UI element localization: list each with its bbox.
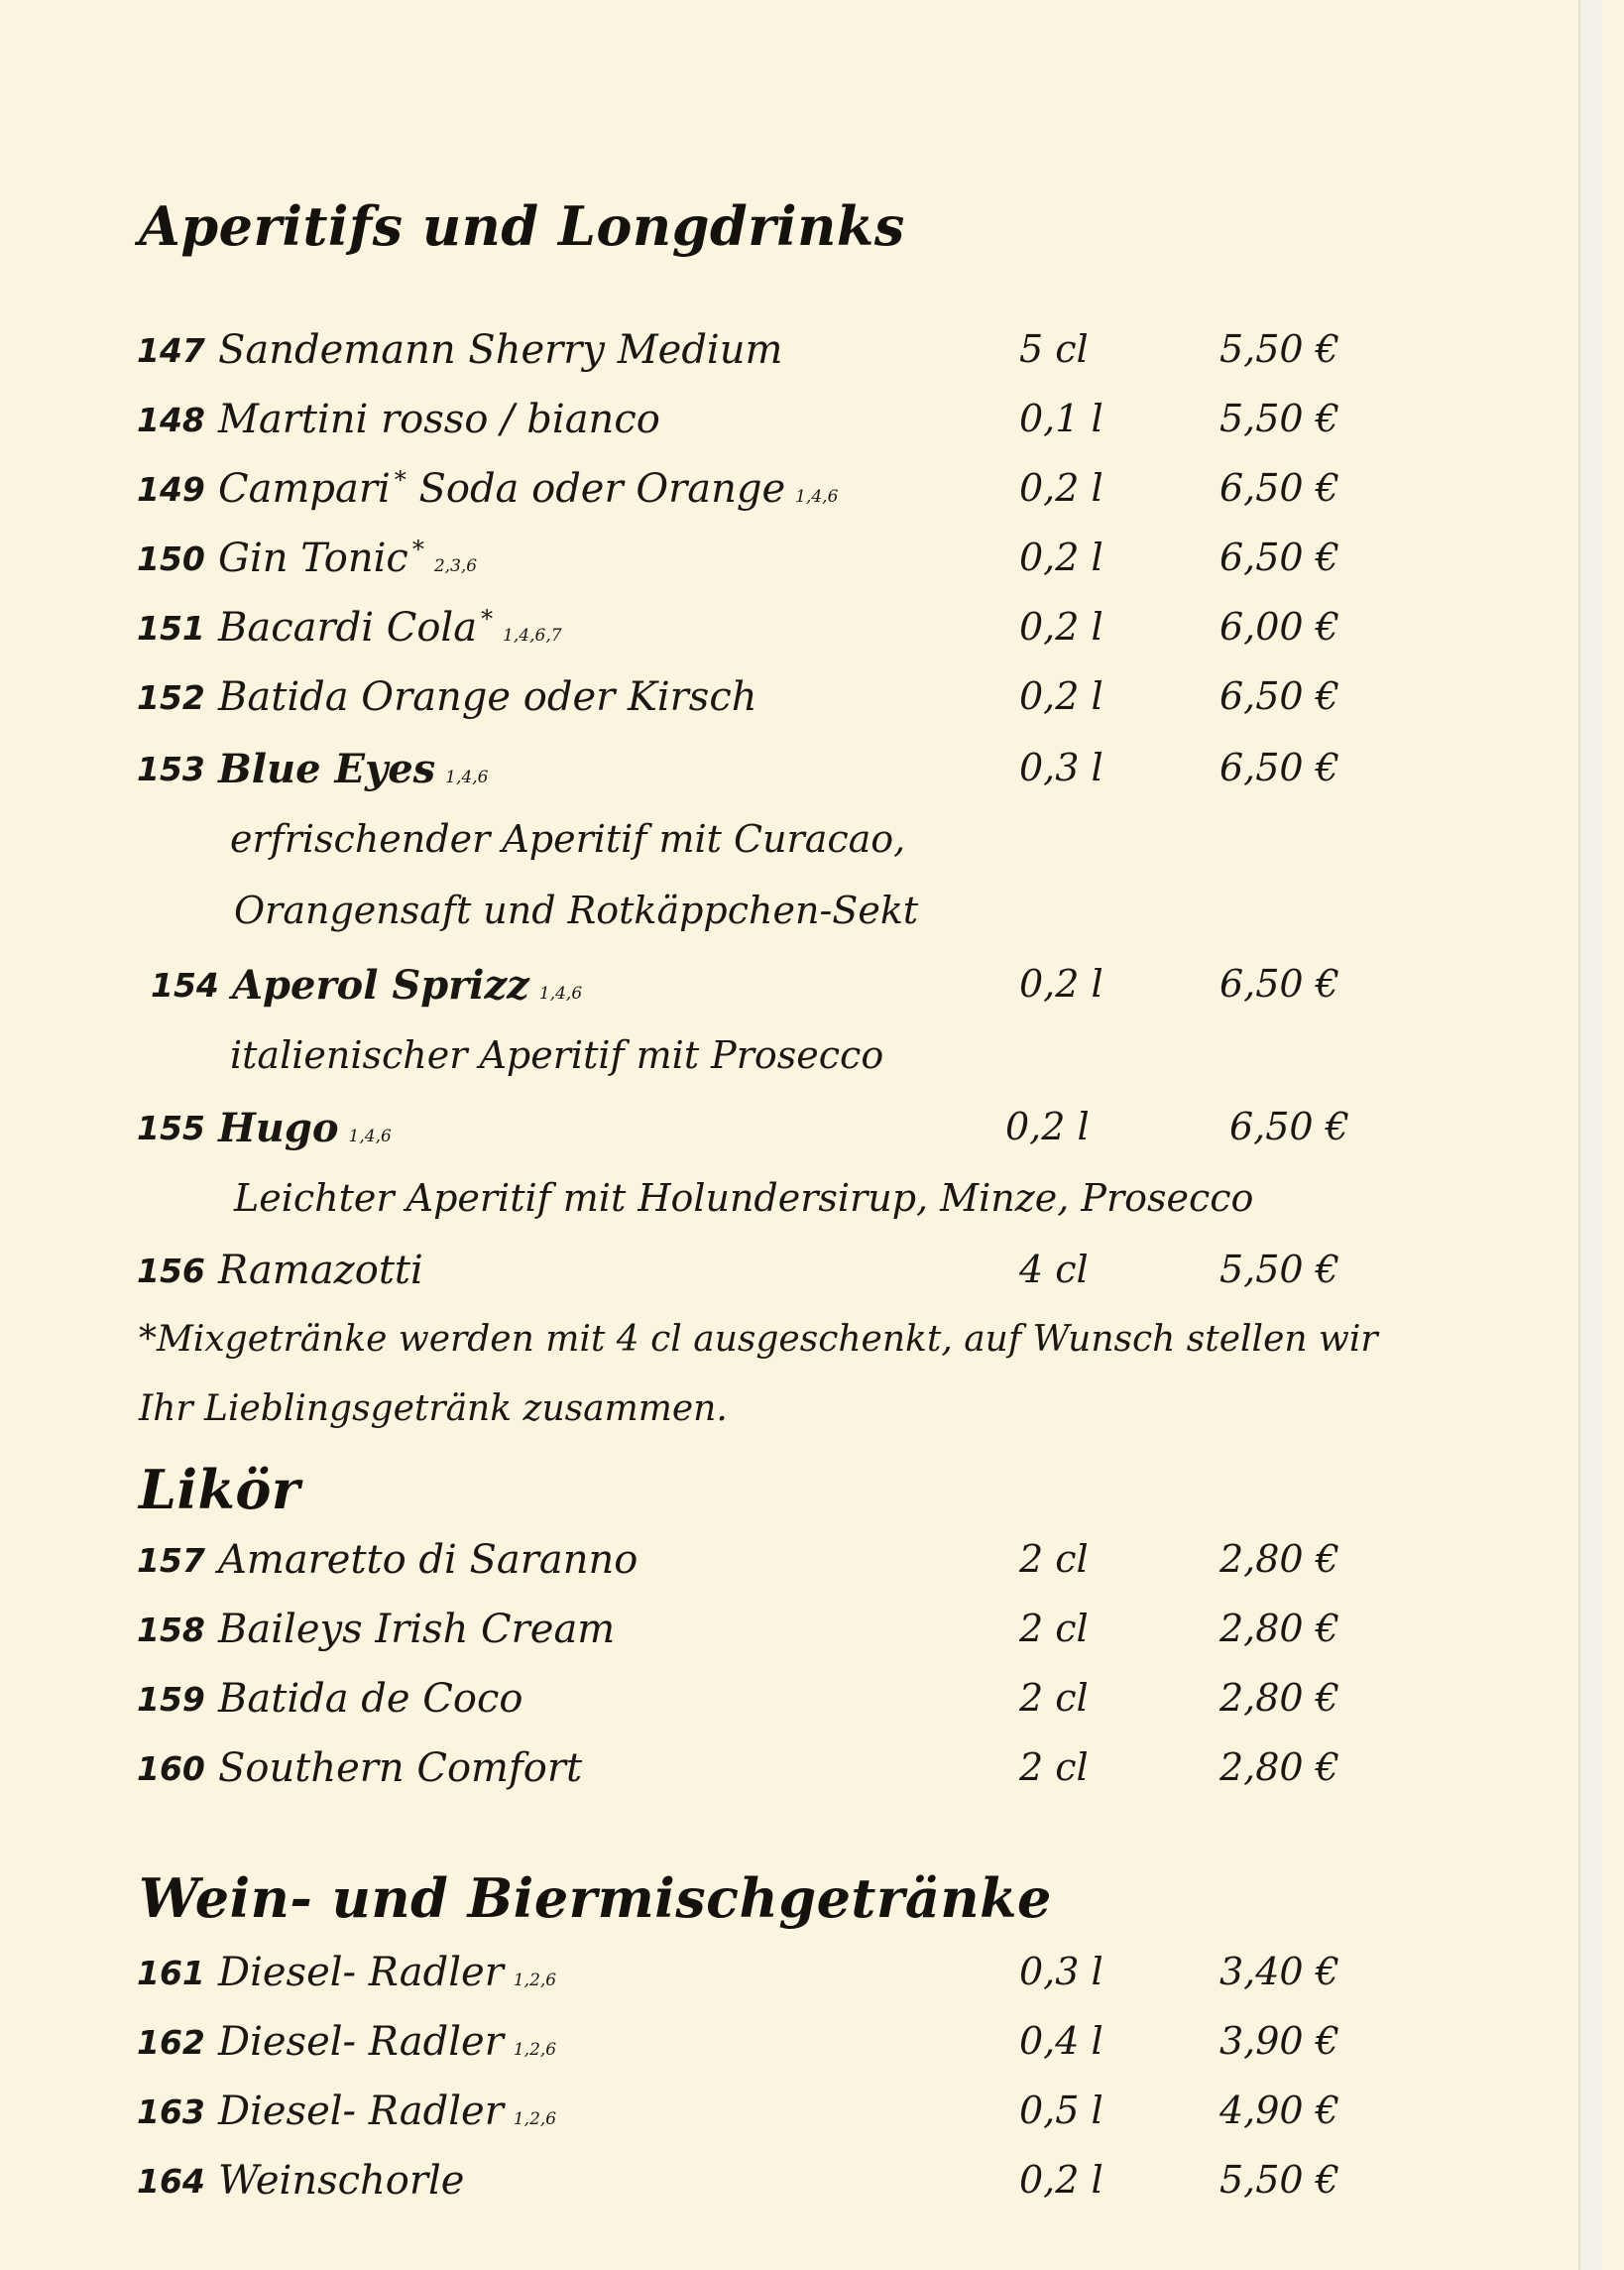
item-volume: 0,4 l [1019,2019,1103,2063]
item-volume: 5 cl [1019,327,1089,371]
menu-item-148 [137,397,1366,454]
item-name: Martini rosso / bianco [218,397,660,442]
item-volume: 0,3 l [1019,746,1103,789]
footnote-star: * [411,536,424,563]
item-name [218,2089,556,2134]
item-number: 150 [137,539,205,578]
item-volume: 2 cl [1019,1607,1089,1650]
item-name: Weinschorle [218,2158,465,2204]
item-name: Baileys Irish Cream [218,1607,616,1652]
item-price: 2,80 € [1219,1745,1339,1789]
item-volume: 2 cl [1019,1537,1089,1581]
item-number: 155 [137,1109,205,1147]
item-volume: 2 cl [1019,1745,1089,1789]
item-volume: 0,3 l [1019,1950,1103,1993]
footnote-star: * [481,605,494,633]
item-name [232,962,582,1009]
menu-item-162 [137,2019,1366,2077]
item-name-text: Diesel- Radler [218,2089,504,2134]
section-title-aperitifs: Aperitifs und Longdrinks [139,194,905,258]
additive-codes: 1,2,6 [513,2109,557,2129]
item-price: 6,50 € [1219,746,1339,789]
item-price: 5,50 € [1219,397,1339,440]
item-price: 3,40 € [1219,1950,1339,1993]
menu-item-152 [137,674,1366,732]
item-name-text: Hugo [218,1105,339,1151]
item-number: 156 [137,1252,205,1290]
additive-codes: 1,4,6 [795,487,839,507]
item-name [218,1105,392,1151]
menu-item-159 [137,1676,1366,1733]
item-number: 162 [137,2023,205,2062]
footnote-star: * [394,466,406,494]
item-name: Batida Orange oder Kirsch [218,674,757,720]
menu-item-151 [137,605,1366,662]
menu-item-150 [137,536,1366,593]
additive-codes: 2,3,6 [433,556,478,576]
item-price: 2,80 € [1219,1537,1339,1581]
item-volume: 4 cl [1019,1248,1089,1291]
menu-item-158 [137,1607,1366,1664]
item-description: italienischer Aperitif mit Prosecco [230,1033,884,1077]
item-number: 163 [137,2092,205,2131]
item-number: 157 [137,1541,205,1580]
item-number: 154 [151,966,219,1005]
item-name-text: Aperol Sprizz [232,962,529,1009]
item-name-text: Blue Eyes [218,746,436,792]
menu-item-154 [151,962,1380,1019]
additive-codes: 1,4,6 [348,1127,392,1146]
additive-codes: 1,2,6 [513,2040,557,2060]
item-volume: 0,2 l [1019,466,1103,510]
item-price: 3,90 € [1219,2019,1339,2063]
item-volume: 0,5 l [1019,2089,1103,2132]
menu-item-153 [137,746,1366,803]
item-description: Leichter Aperitif mit Holundersirup, Minze, Prosecco [234,1176,1254,1220]
item-price: 6,50 € [1219,466,1339,510]
item-price: 5,50 € [1219,327,1339,371]
item-number: 148 [137,401,205,439]
item-number: 159 [137,1680,205,1719]
item-number: 160 [137,1749,205,1788]
menu-item-164 [137,2158,1366,2215]
item-number: 149 [137,470,205,509]
item-name [218,466,838,512]
additive-codes: 1,4,6 [538,984,583,1004]
item-volume: 0,1 l [1019,397,1103,440]
item-number: 152 [137,678,205,717]
additive-codes: 1,4,6,7 [503,626,562,646]
item-name-text: Diesel- Radler [218,1950,504,1995]
item-volume: 0,2 l [1019,962,1103,1006]
item-volume: 0,2 l [1019,674,1103,718]
item-name [218,2019,556,2065]
item-price: 4,90 € [1219,2089,1339,2132]
item-price: 2,80 € [1219,1676,1339,1720]
item-volume: 0,2 l [1019,2158,1103,2202]
item-name: Amaretto di Saranno [218,1537,638,1583]
item-description: erfrischender Aperitif mit Curacao, [230,817,906,861]
item-name [218,536,477,581]
item-volume: 0,2 l [1019,536,1103,579]
menu-item-156 [137,1248,1366,1305]
menu-item-157 [137,1537,1366,1595]
item-volume: 2 cl [1019,1676,1089,1720]
item-name: Sandemann Sherry Medium [218,327,783,373]
menu-item-160 [137,1745,1366,1803]
item-price: 6,00 € [1219,605,1339,649]
item-name-part: Campari [218,466,391,512]
additive-codes: 1,2,6 [513,1971,557,1990]
item-description: Orangensaft und Rotkäppchen-Sekt [234,889,919,932]
item-name: Southern Comfort [218,1745,583,1791]
menu-item-161 [137,1950,1366,2007]
item-name-part: Soda oder Orange [406,466,786,512]
item-name [218,1950,556,1995]
additive-codes: 1,4,6 [445,768,489,787]
item-volume: 0,2 l [1005,1105,1090,1148]
section-title-likoer: Likör [139,1458,300,1521]
item-number: 147 [137,331,205,370]
item-price: 6,50 € [1229,1105,1349,1148]
item-number: 164 [137,2162,205,2201]
item-name: Batida de Coco [218,1676,523,1722]
item-number: 161 [137,1954,205,1992]
item-volume: 0,2 l [1019,605,1103,649]
item-price: 6,50 € [1219,962,1339,1006]
item-name [218,605,562,651]
item-number: 153 [137,750,205,788]
menu-item-147 [137,327,1366,385]
item-price: 6,50 € [1219,674,1339,718]
item-name: Ramazotti [218,1248,423,1293]
item-price: 6,50 € [1219,536,1339,579]
item-number: 158 [137,1611,205,1649]
item-name-text: Gin Tonic [218,536,408,581]
item-name-text: Diesel- Radler [218,2019,504,2065]
menu-item-155 [137,1105,1366,1162]
item-name [218,746,488,792]
item-name-text: Bacardi Cola [218,605,478,651]
item-number: 151 [137,609,205,648]
item-price: 5,50 € [1219,2158,1339,2202]
item-price: 5,50 € [1219,1248,1339,1291]
section-title-wein-bier: Wein- und Biermischgetränke [139,1866,1052,1930]
menu-item-163 [137,2089,1366,2146]
menu-item-149 [137,466,1366,524]
paper-edge [1578,0,1602,2270]
footnote-line: *Mixgetränke werden mit 4 cl ausgeschenkt, auf Wunsch stellen wir [139,1319,1378,1360]
footnote-line: Ihr Lieblingsgetränk zusammen. [139,1388,728,1429]
item-price: 2,80 € [1219,1607,1339,1650]
